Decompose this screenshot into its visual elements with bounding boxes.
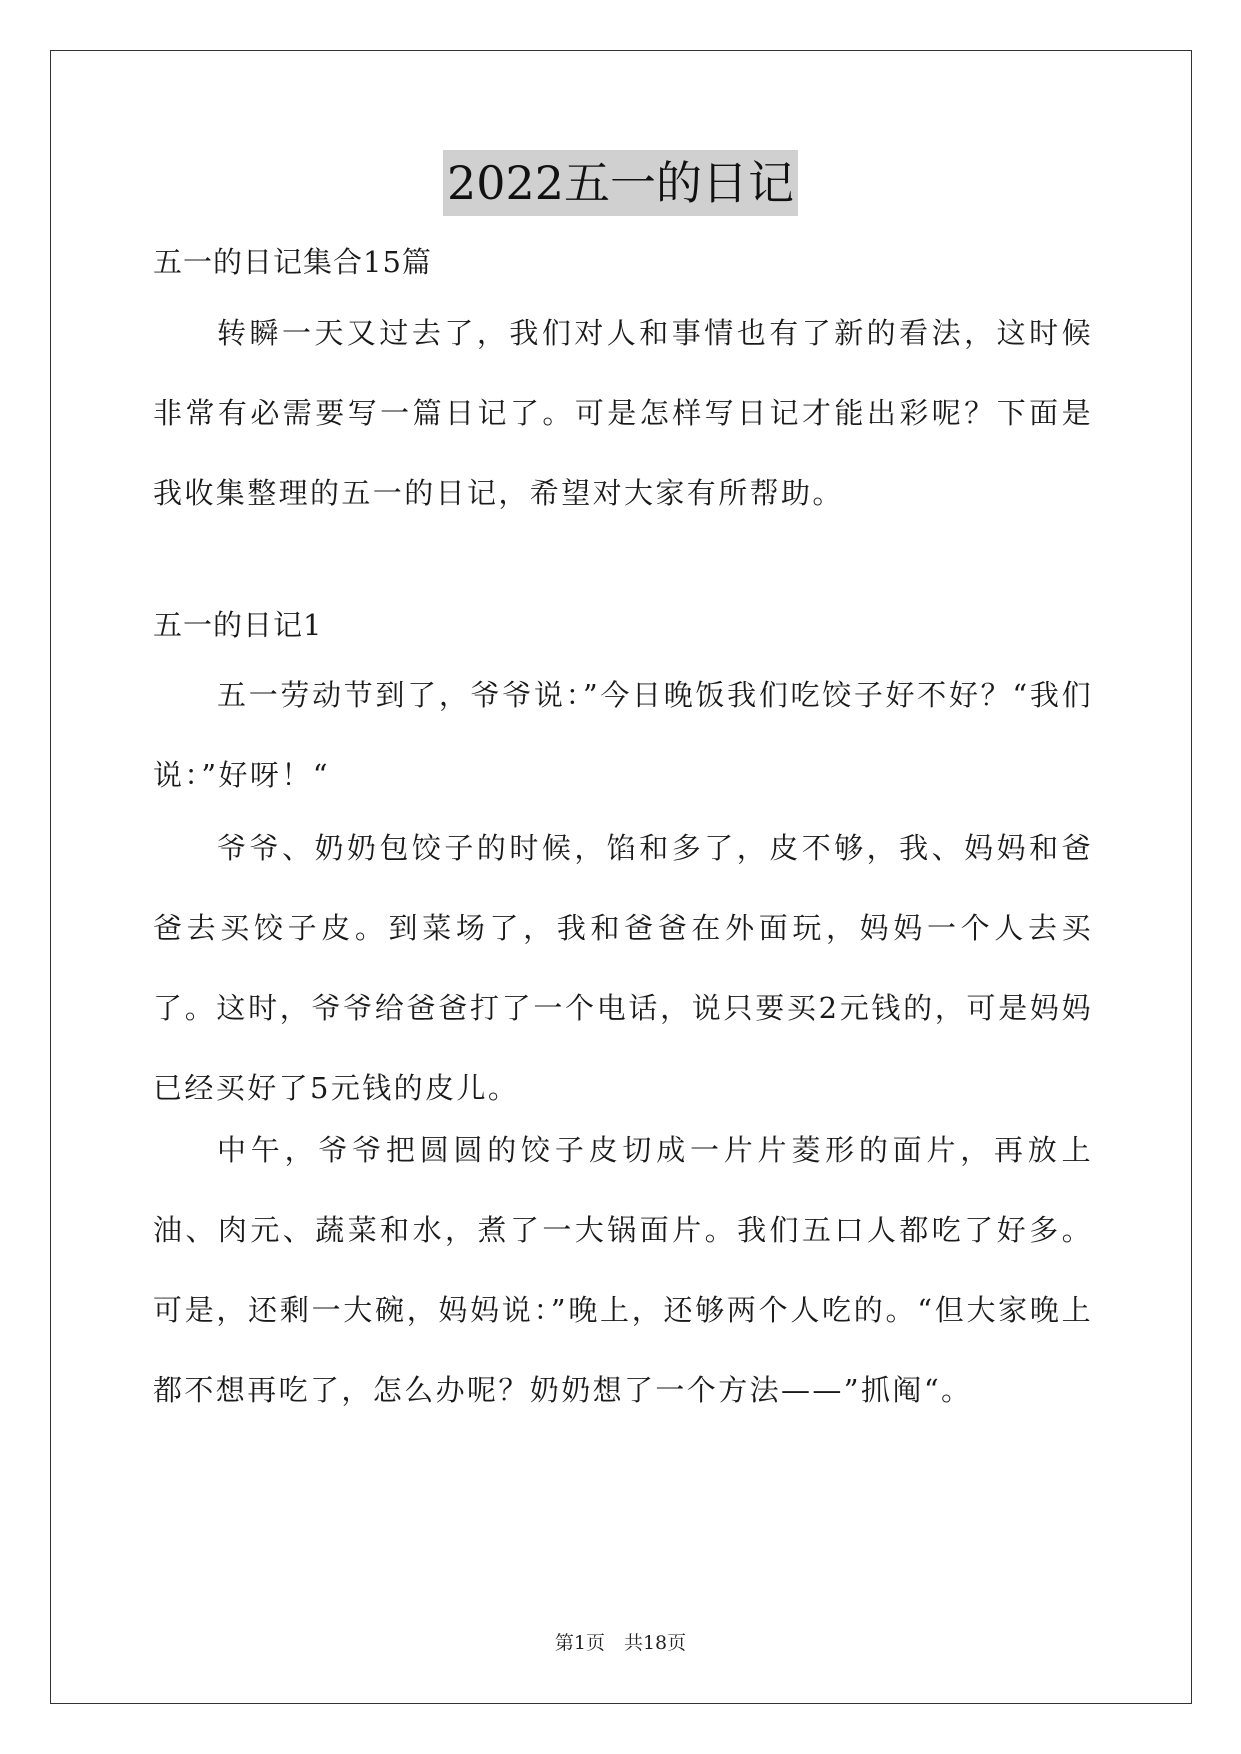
section-heading: 五一的日记1 — [153, 608, 323, 642]
page-footer: 第1页 共18页 — [554, 1632, 687, 1654]
document-subtitle: 五一的日记集合15篇 — [153, 245, 432, 279]
body-paragraph-2: 爷爷、奶奶包饺子的时候，馅和多了，皮不够，我、妈妈和爸爸去买饺子皮。到菜场了，我和爸爸在外面玩，妈妈一个人去买了。这时，爷爷给爸爸打了一个电话，说只要买2元钱的，可是妈妈已经买好了5元钱的皮儿。 — [153, 831, 1093, 1105]
title-container — [0, 150, 1241, 216]
body-paragraph-1: 五一劳动节到了，爷爷说：”今日晚饭我们吃饺子好不好？“我们说：”好呀！“ — [153, 678, 1093, 792]
body-paragraph-3: 中午，爷爷把圆圆的饺子皮切成一片片菱形的面片，再放上油、肉元、蔬菜和水，煮了一大锅面片。我们五口人都吃了好多。可是，还剩一大碗，妈妈说：”晚上，还够两个人吃的。“但大家晚上都不想再吃了，怎么办呢？奶奶想了一个方法——”抓阄“。 — [153, 1133, 1093, 1407]
intro-paragraph: 转瞬一天又过去了，我们对人和事情也有了新的看法，这时候非常有必需要写一篇日记了。可是怎样写日记才能出彩呢？下面是我收集整理的五一的日记，希望对大家有所帮助。 — [153, 316, 1093, 510]
document-title: 2022五一的日记 — [443, 150, 798, 216]
